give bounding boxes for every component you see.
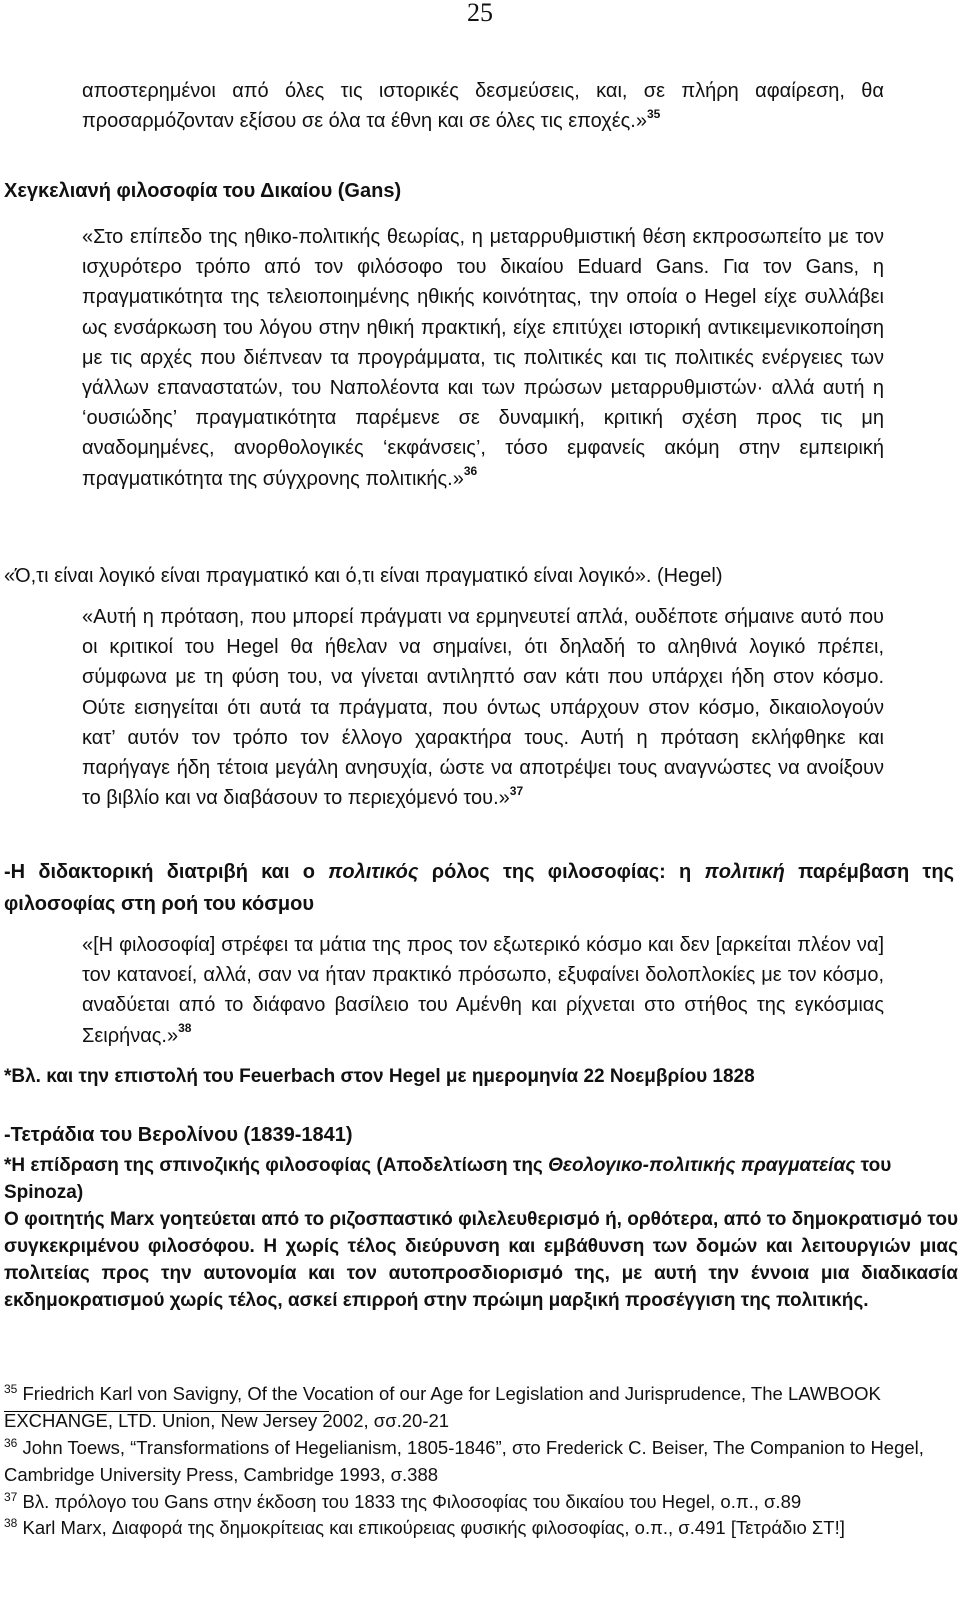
paragraph-text: «Στο επίπεδο της ηθικο-πολιτικής θεωρίας, η μεταρρυθμιστική θέση εκπροσωπείτο με τον ισχυρότερο τρόπο από τον φιλόσοφο του δικαίου Eduard Gans. Για τον Gans, η πραγματικότητα της τελειοποιημένης ηθικής κοινότητας, την οποία ο Hegel είχε συλλάβει ως ενσάρκωση του λόγου στην ηθική πρακτική, είχε επιτύχει ιστορική αντικειμενικοποίηση με τις αρχές που διέπνεαν τα προγράμματα, τις πολιτικές και τις πολιτικές ενέργειες των γάλλων επαναστατών, του Ναπολέοντα και των πρώσων μεταρρυθμιστών· αλλά αυτή η ‘ουσιώδης’ πραγματικότητα παρέμενε σε δυναμική, κριτική σχέση προς τις μη αναδομημένες, ανορθολογικές ‘εκφάνσεις’, τόσο εμφανείς ακόμη στην εμπειρική πραγματικότητα της σύγχρονης πολιτικής.» (82, 226, 884, 490)
heading-italic: πολιτική (704, 861, 785, 883)
quote-savigny-ending (82, 76, 884, 136)
heading-part: -Η διδακτορική διατριβή και ο (4, 861, 329, 883)
footnote-number: 35 (4, 1381, 18, 1396)
footnote-ref-35[interactable]: 35 (646, 106, 661, 121)
heading-doctoral-dissertation (4, 856, 954, 920)
footnote-number: 36 (4, 1435, 18, 1450)
paragraph-text: αποστερημένοι από όλες τις ιστορικές δεσμεύσεις, και, σε πλήρη αφαίρεση, θα προσαρμόζονταν εξίσου σε όλα τα έθνη και σε όλες τις εποχές.» (82, 80, 884, 133)
heading-hegelian-philosophy-of-right: Χεγκελιανή φιλοσοφία του Δικαίου (Gans) (4, 180, 402, 202)
footnote-text: John Toews, “Transformations of Hegelianism, 1805-1846”, στο Frederick C. Beiser, The Companion to Hegel, Cambridge University Press, Cambridge 1993, σ.388 (4, 1437, 924, 1485)
heading-italic: Θεολογικο-πολιτικής πραγματείας (548, 1155, 856, 1176)
paragraph-text: «Αυτή η πρόταση, που μπορεί πράγματι να ερμηνευτεί απλά, ουδέποτε σήμαινε αυτό που οι κριτικοί του Hegel θα ήθελαν να σημαίνει, ότι δηλαδή το αληθινά λογικό πρέπει, σύμφωνα με τη φύση του, να γίνεται αντιληπτό σαν κάτι που υπάρχει ήδη στον κόσμο. Ούτε εισηγείται ότι αυτά τα πράγματα, που όντως υπάρχουν στον κόσμο, δικαιολογούν κατ’ αυτόν τον τρόπο τον έλλογο χαρακτήρα τους. Αυτή η πρόταση εκλήφθηκε και παρήγαγε ήδη τέτοια μεγάλη ανησυχία, ώστε να αποτρέψει τους αναγνώστες να ανοίξουν το βιβλίο και να διαβάσουν το περιεχόμενό του.» (82, 606, 884, 810)
footnote-text: Βλ. πρόλογο του Gans στην έκδοση του 1833 της Φιλοσοφίας του δικαίου του Hegel, ο.π., σ.89 (22, 1491, 802, 1512)
footnote-text: Karl Marx, Διαφορά της δημοκρίτειας και επικούρειας φυσικής φιλοσοφίας, ο.π., σ.491 [Τετράδιο ΣΤ!] (22, 1517, 845, 1538)
footnote-ref-37[interactable]: 37 (509, 783, 524, 798)
footnote-ref-38[interactable]: 38 (178, 1020, 192, 1035)
heading-part: *Η επίδραση της σπινοζικής φιλοσοφίας (Αποδελτίωση της (4, 1155, 549, 1176)
footnote-35 (4, 1380, 958, 1434)
heading-italic: πολιτικός (328, 861, 419, 883)
heading-berlin-notebooks: -Τετράδια του Βερολίνου (1839-1841) (4, 1124, 353, 1146)
quote-gans-preface (82, 602, 884, 813)
paragraph-marx-spinoza: Ο φοιτητής Marx γοητεύεται από το ριζοσπαστικό φιλελευθερισμό ή, ορθότερα, από το δημοκρατισμό του συγκεκριμένου φιλοσόφου. Η χωρίς τέλος διεύρυνση και εμβάθυνση των δομών και λειτουργιών μιας πολιτείας προς την αυτονομία και τον αυτοπροσδιορισμό της, με αυτή την έννοια μια διαδικασία εκδημοκρατισμού χωρίς τέλος, ασκεί επιρροή στην πρώιμη μαρξική προσέγγιση της πολιτικής. (4, 1209, 958, 1311)
footnote-38 (4, 1514, 958, 1541)
footnote-number: 37 (4, 1489, 18, 1504)
quote-toews (82, 222, 884, 494)
page-number: 25 (467, 0, 493, 27)
footnote-ref-36[interactable]: 36 (463, 463, 478, 478)
paragraph-text: «[Η φιλοσοφία] στρέφει τα μάτια της προς τον εξωτερικό κόσμο και δεν [αρκείται πλέον να] τον κατανοεί, αλλά, σαν να ήταν πρακτικό πρόσωπο, εξυφαίνει δολοπλοκίες με τον κόσμο, αναδύεται από το διάφανο βασίλειο του Αμένθη και ρίχνεται στο στήθος της εγκόσμιας Σειρήνας.» (82, 934, 884, 1047)
heading-part: παρέμβαση της φιλοσοφίας στη ροή του κόσμου (4, 861, 954, 915)
note-feuerbach-letter: *Βλ. και την επιστολή του Feuerbach στον Hegel με ημερομηνία 22 Νοεμβρίου 1828 (4, 1066, 755, 1087)
footnote-36 (4, 1434, 958, 1488)
footnote-37 (4, 1488, 958, 1515)
heading-part: ρόλος της φιλοσοφίας: η (418, 861, 705, 883)
footnote-number: 38 (4, 1515, 18, 1530)
heading-part: του Spinoza) (4, 1155, 892, 1203)
footnote-text: Friedrich Karl von Savigny, Of the Vocation of our Age for Legislation and Jurisprudence, The LAWBOOK EXCHANGE, LTD. Union, New Jersey 2002, σσ.20-21 (4, 1383, 881, 1431)
quote-marx-dissertation (82, 930, 884, 1051)
heading-spinoza-influence (4, 1152, 958, 1206)
heading-hegel-dictum: «Ό,τι είναι λογικό είναι πραγματικό και ό,τι είναι πραγματικό είναι λογικό». (Hegel) (4, 565, 723, 587)
